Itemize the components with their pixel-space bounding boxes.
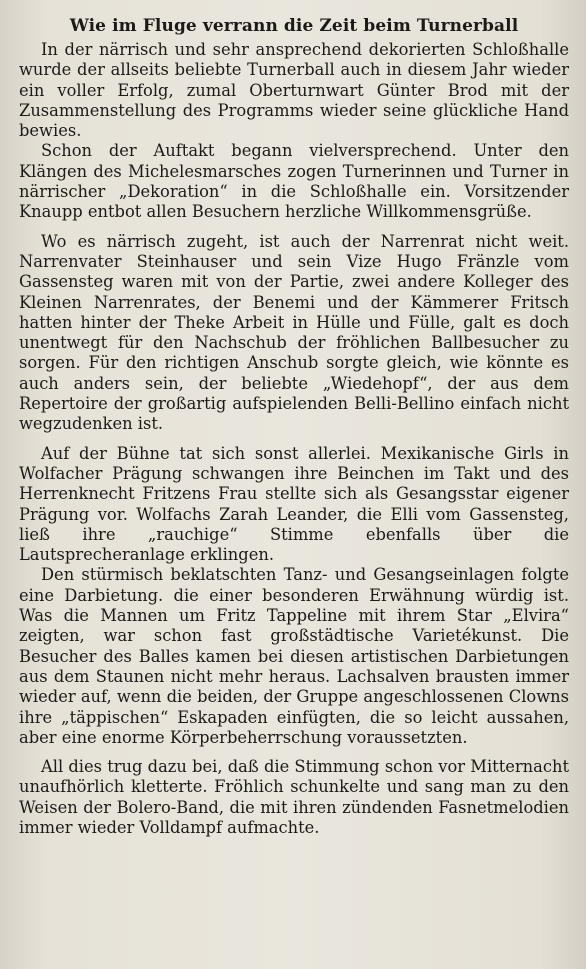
article-paragraph-6: All dies trug dazu bei, daß die Stimmung schon vor Mitternacht unaufhörlich kletterte. Fröhlich schunkelte und sang man zu den Weisen der Bolero-Band, die mit ihren zündenden Fasnetmelodien immer wieder Volldampf aufmachte. xyxy=(19,757,569,837)
article-paragraph-4: Auf der Bühne tat sich sonst allerlei. Mexikanische Girls in Wolfacher Prägung schwangen ihre Beinchen im Takt und des Herrenknecht Fritzens Frau stellte sich als Gesangsstar eigener Prägung vor. Wolfachs Zarah Leander, die Elli vom Gassensteg, ließ ihre „rauchige“ Stimme ebenfalls über die Lautsprecheranlage erklingen. xyxy=(19,443,569,565)
article-paragraph-3: Wo es närrisch zugeht, ist auch der Narrenrat nicht weit. Narrenvater Steinhauser und sein Vize Hugo Fränzle vom Gassensteg waren mit von der Partie, zwei andere Kolleger des Kleinen Narrenrates, der Benemi und der Kämmerer Fritsch hatten hinter der Theke Arbeit in Hülle und Fülle, galt es doch unentwegt für den Nachschub der fröhlichen Ballbesucher zu sorgen. Für den richtigen Anschub sorgte gleich, wie könnte es auch anders sein, der beliebte „Wiedehopf“, der aus dem Repertoire der großartig aufspielenden Belli-Bellino einfach nicht wegzudenken ist. xyxy=(19,231,569,434)
article-paragraph-2: Schon der Auftakt begann vielversprechend. Unter den Klängen des Michelesmarsches zogen Turnerinnen und Turner in närrischer „Dekoration“ in die Schloßhalle ein. Vorsitzender Knaupp entbot allen Besuchern herzliche Willkommensgrüße. xyxy=(19,141,569,222)
article-headline: Wie im Fluge verrann die Zeit beim Turnerball xyxy=(69,16,519,36)
article-paragraph-5: Den stürmisch beklatschten Tanz- und Gesangseinlagen folgte eine Darbietung. die einer besonderen Erwähnung würdig ist. Was die Mannen um Fritz Tappeline mit ihrem Star „Elvira“ zeigten, war schon fast großstädtische Varietékunst. Die Besucher des Balles kamen bei diesen artistischen Darbietungen aus dem Staunen nicht mehr heraus. Lachsalven brausten immer wieder auf, wenn die beiden, der Gruppe angeschlossenen Clowns ihre „täppischen“ Eskapaden einfügten, die so leicht aussahen, aber eine enorme Körperbeherrschung voraussetzten. xyxy=(19,565,569,747)
article-paragraph-1: In der närrisch und sehr ansprechend dekorierten Schloßhalle wurde der allseits beliebte Turnerball auch in diesem Jahr wieder ein voller Erfolg, zumal Oberturnwart Günter Brod mit der Zusammenstellung des Programms wieder seine glückliche Hand bewies. xyxy=(19,40,569,141)
